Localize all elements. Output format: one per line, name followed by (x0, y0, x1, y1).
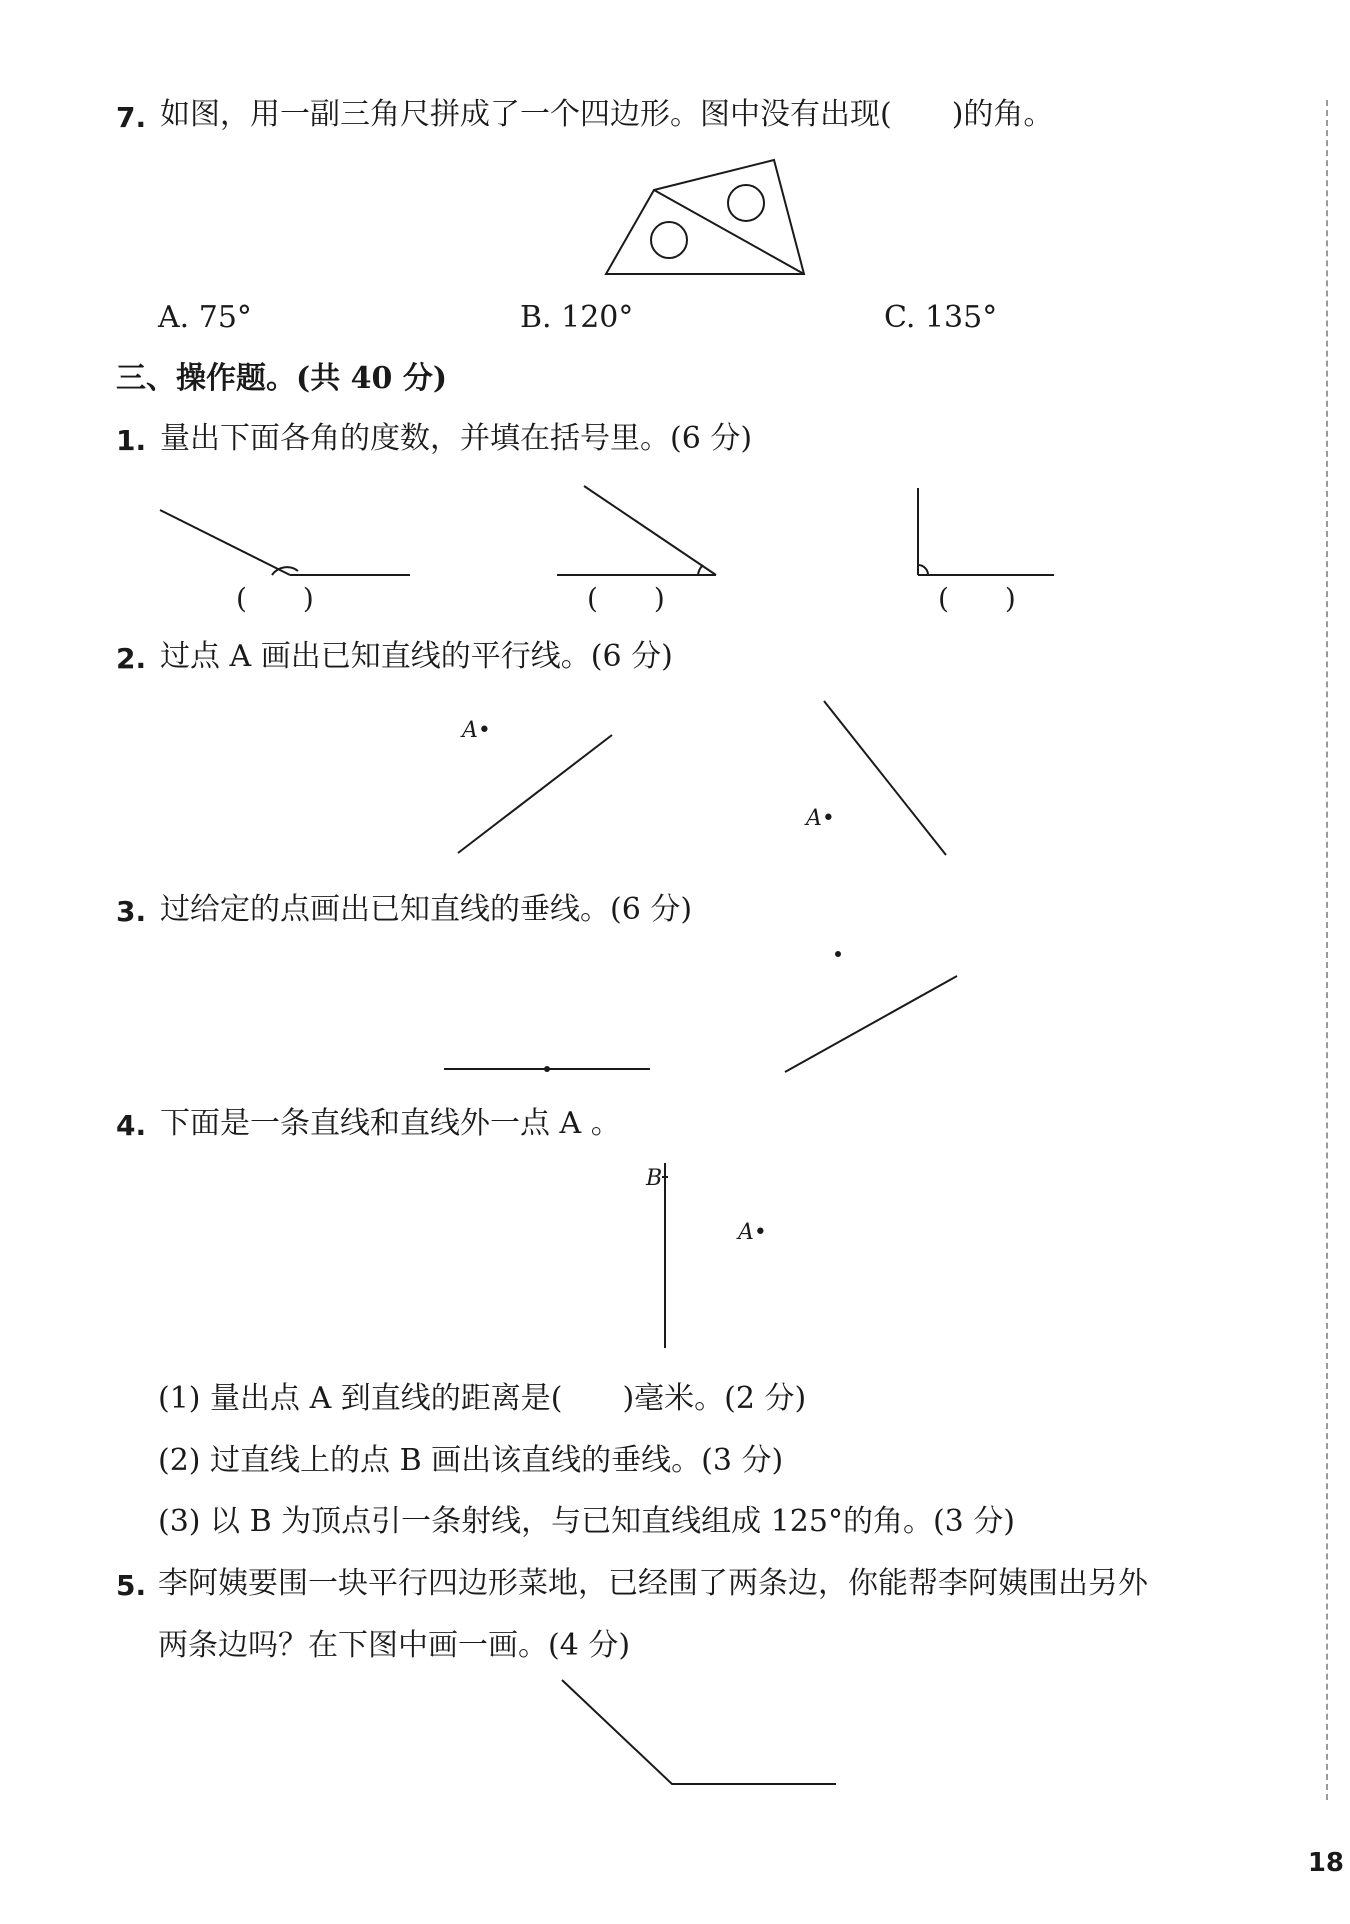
op2-number: 2. (116, 642, 147, 675)
op3-text: 过给定的点画出已知直线的垂线。(6 分) (160, 892, 693, 927)
op2-point-a-left: A• (462, 718, 491, 743)
angle-figure-1 (160, 510, 410, 575)
angle-figure-3 (918, 488, 1054, 575)
op4-sub2: (2) 过直线上的点 B 画出该直线的垂线。(3 分) (158, 1443, 784, 1478)
op1-number: 1. (116, 424, 147, 457)
q7-option-a: A. 75° (158, 300, 252, 335)
op4-number: 4. (116, 1109, 147, 1142)
parallelogram-two-sides (562, 1680, 836, 1784)
op5-line2: 两条边吗？在下图中画一画。(4 分) (158, 1628, 631, 1663)
q7-option-c: C. 135° (884, 300, 998, 335)
op3-number: 3. (116, 895, 147, 928)
q7-number: 7. (116, 101, 147, 134)
op4-text: 下面是一条直线和直线外一点 A 。 (160, 1106, 621, 1141)
op1-blank-2: ( ) (587, 582, 665, 615)
op4-point-b: B (646, 1166, 663, 1191)
op4-point-a: A• (738, 1220, 767, 1245)
parallel-given-line-2 (824, 701, 946, 855)
q7-text: 如图，用一副三角尺拼成了一个四边形。图中没有出现( )的角。 (160, 97, 1054, 132)
op1-blank-3: ( ) (938, 582, 1016, 615)
perpendicular-point-off-line (835, 951, 841, 957)
op5-number: 5. (116, 1569, 147, 1602)
op4-sub1: (1) 量出点 A 到直线的距离是( )毫米。(2 分) (158, 1381, 807, 1416)
page-number: 18 (1307, 1848, 1344, 1878)
op5-line1: 李阿姨要围一块平行四边形菜地，已经围了两条边，你能帮李阿姨围出另外 (158, 1566, 1148, 1601)
perpendicular-given-line-2 (785, 976, 957, 1072)
parallel-given-line-1 (458, 735, 612, 853)
op2-point-a-right: A• (806, 806, 835, 831)
angle-figure-2 (557, 486, 716, 575)
op1-blank-1: ( ) (236, 582, 314, 615)
set-square-quadrilateral-figure (606, 160, 804, 274)
op4-sub3: (3) 以 B 为顶点引一条射线，与已知直线组成 125°的角。(3 分) (158, 1504, 1015, 1539)
op1-text: 量出下面各角的度数，并填在括号里。(6 分) (160, 421, 753, 456)
section3-title: 三、操作题。(共 40 分) (116, 361, 448, 396)
q7-option-b: B. 120° (520, 300, 634, 335)
op2-text: 过点 A 画出已知直线的平行线。(6 分) (160, 639, 673, 674)
perpendicular-point-on-line (544, 1066, 550, 1072)
